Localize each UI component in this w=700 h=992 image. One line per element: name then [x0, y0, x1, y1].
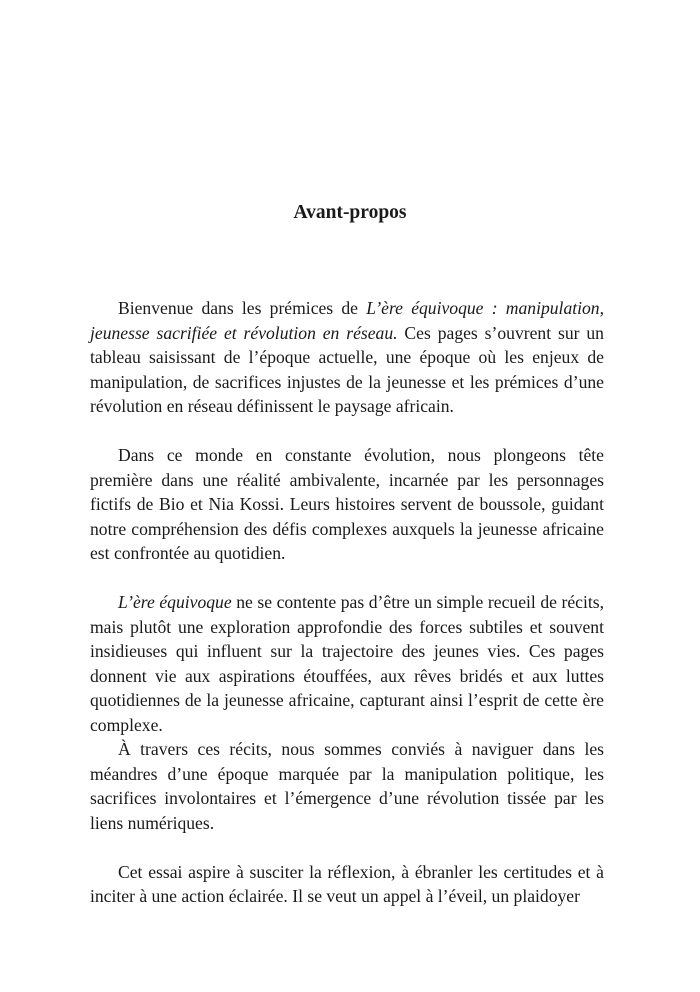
paragraph-1-intro: Bienvenue dans les prémices de [118, 298, 367, 318]
paragraph-2: Dans ce monde en constante évolution, nous plongeons tête première dans une réalité ambivalente, incarnée par les personnages fictifs de Bio et Nia Kossi. Leurs histoires servent de boussole, guidant notre compréhension des défis complexes auxquels la jeunesse africaine est confrontée au quotidien. [90, 445, 604, 563]
paragraph-3 [90, 590, 604, 737]
page-title: Avant-propos [293, 202, 407, 223]
paragraph-4: À travers ces récits, nous sommes conviés à naviguer dans les méandres d’une époque marquée par la manipulation politique, les sacrifices involontaires et l’émergence d’une révolution tissée par les liens numériques. [90, 739, 604, 833]
book-title-italic: L’ère équivoque : manipulation, jeunesse sacrifiée et révolution en réseau. [90, 298, 605, 343]
paragraph-1 [90, 296, 604, 419]
paragraph-3-rest: ne se contente pas d’être un simple recueil de récits, mais plutôt une exploration approfondie des forces subtiles et souvent insidieuses qui influent sur la trajectoire des jeunes vies. Ces pages donnent vie aux aspirations étouffées, aux rêves bridés et aux luttes quotidiennes de la jeunesse africaine, capturant ainsi l’esprit de cette ère complexe. [90, 592, 604, 735]
paragraph-1-rest: Ces pages s’ouvrent sur un tableau saisissant de l’époque actuelle, une époque où les enjeux de manipulation, de sacrifices injustes de la jeunesse et les prémices d’une révolution en réseau définissent le paysage africain. [90, 322, 604, 416]
paragraph-5: Cet essai aspire à susciter la réflexion, à ébranler les certitudes et à inciter à une action éclairée. Il se veut un appel à l’éveil, un plaidoyer [90, 861, 604, 906]
body-text [90, 296, 604, 909]
paragraph-3-title-italic: L’ère équivoque [118, 592, 232, 612]
